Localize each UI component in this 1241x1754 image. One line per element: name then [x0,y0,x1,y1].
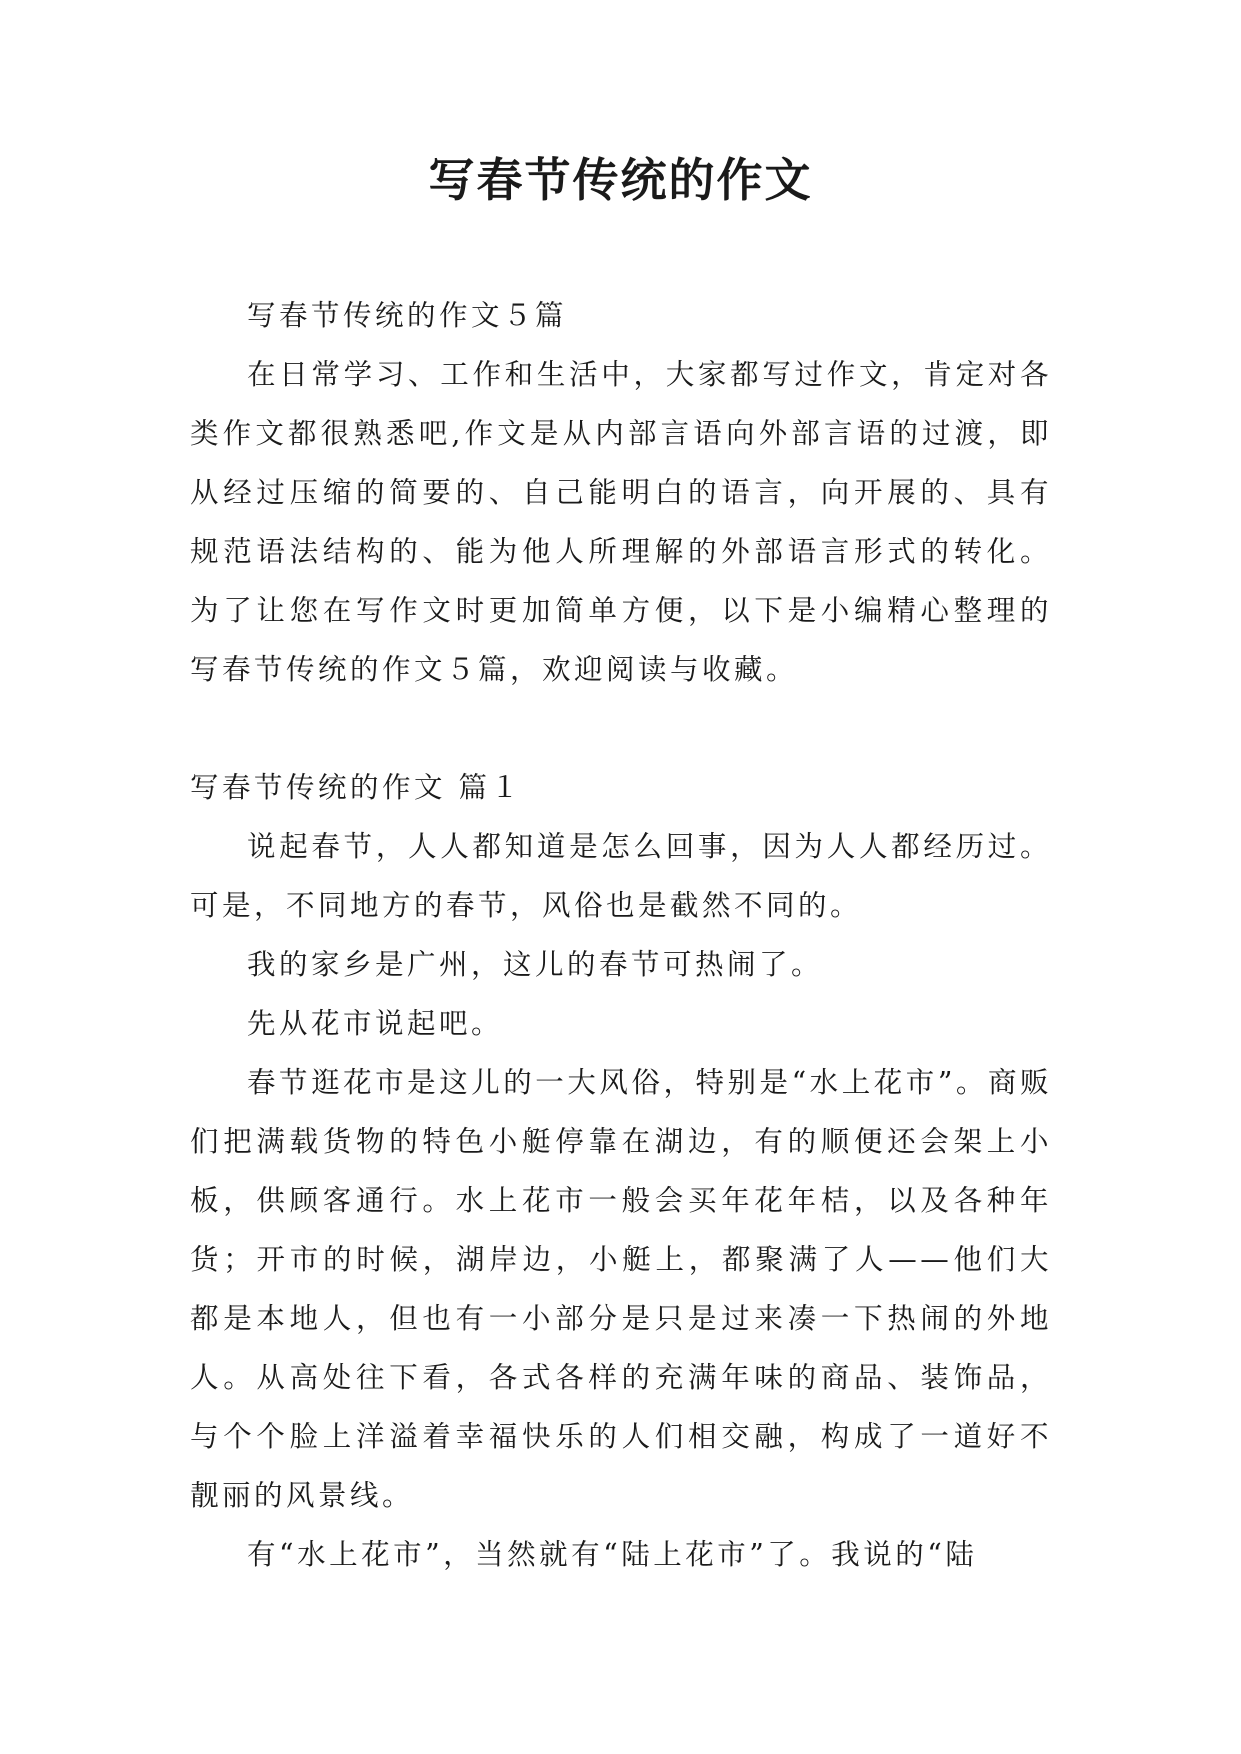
document-title: 写春节传统的作文 [428,153,813,207]
document-subtitle: 写春节传统的作文５篇 [247,299,568,332]
document-body [190,286,1052,1584]
intro-paragraph: 在日常学习、工作和生活中，大家都写过作文，肯定对各类作文都很熟悉吧,作文是从内部言语向外部言语的过渡，即从经过压缩的简要的、自己能明白的语言，向开展的、具有规范语法结构的、能为他人所理解的外部语言形式的转化。为了让您在写作文时更加简单方便，以下是小编精心整理的写春节传统的作文５篇，欢迎阅读与收藏。 [190,358,1052,686]
section-paragraph: 我的家乡是广州，这儿的春节可热闹了。 [247,948,824,981]
section-heading: 写春节传统的作文 篇１ [190,771,523,804]
section-paragraph: 先从花市说起吧。 [247,1007,504,1040]
section-paragraph: 说起春节，人人都知道是怎么回事，因为人人都经历过。可是，不同地方的春节，风俗也是截然不同的。 [190,830,1052,922]
section-paragraph: 春节逛花市是这儿的一大风俗，特别是“水上花市”。商贩们把满载货物的特色小艇停靠在湖边，有的顺便还会架上小板，供顾客通行。水上花市一般会买年花年桔，以及各种年货；开市的时候，湖岸边，小艇上，都聚满了人——他们大都是本地人，但也有一小部分是只是过来凑一下热闹的外地人。从高处往下看，各式各样的充满年味的商品、装饰品，与个个脸上洋溢着幸福快乐的人们相交融，构成了一道好不靓丽的风景线。 [190,1066,1052,1512]
section-paragraph: 有“水上花市”，当然就有“陆上花市”了。我说的“陆 [247,1538,978,1571]
